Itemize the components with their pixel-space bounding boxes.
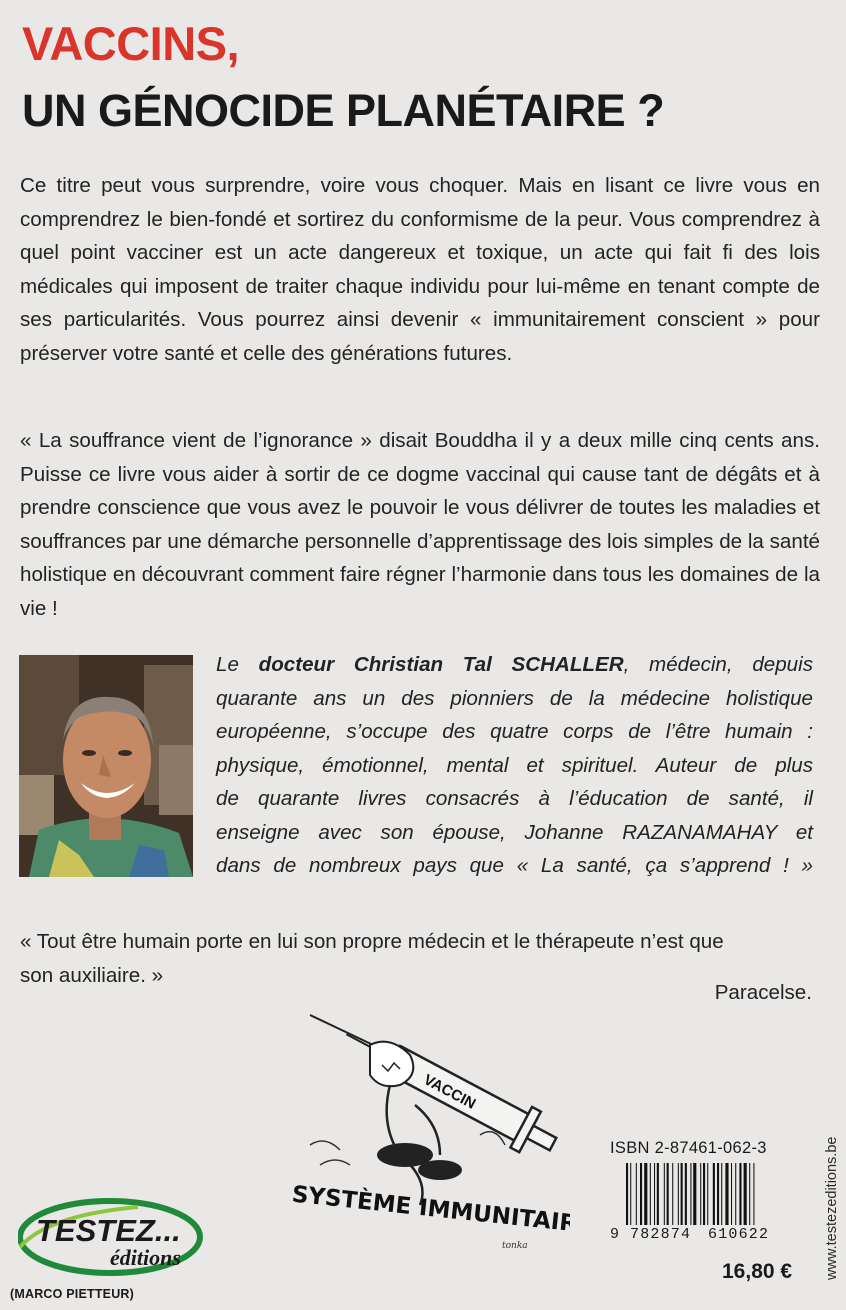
barcode-icon [626,1163,791,1225]
title-line-2: UN GÉNOCIDE PLANÉTAIRE ? [22,85,665,136]
bio-line-4: physique, émotionnel, mental et spirituel. Auteur de plus [216,753,813,777]
bio-line-6: enseigne avec son épouse, Johanne RAZANAMAHAY et [216,820,813,844]
logo-sub-text: éditions [110,1245,181,1270]
barcode-bar [753,1163,754,1225]
barcode-bar [690,1163,691,1225]
barcode-bar [703,1163,705,1225]
barcode-bar [654,1163,655,1225]
summary-paragraph-1: Ce titre peut vous surprendre, voire vous choquer. Mais en lisant ce livre vous en comprendrez le bien-fondé et sortirez du conformisme de la peur. Vous comprendrez à quel point vacciner est un acte dangereux et toxique, un acte qui fait fi des lois médicales qui imposent de traiter chaque individu pour lui-même en tenant compte de ses particularités. Vous pourrez ainsi devenir « immunitairement conscient » pour préserver votre santé et celle des générations futures. [20,174,820,365]
barcode-bar [713,1163,715,1225]
syringe-cartoon-icon [270,1005,570,1255]
barcode-bar [626,1163,628,1225]
barcode-bar [678,1163,679,1225]
barcode-digits-right: 610622 [708,1226,770,1243]
testez-logo-icon [18,1195,208,1290]
paracelse-quote [20,925,820,993]
quote-line-1: « Tout être humain porte en lui son propre médecin et le thérapeute n’est que [20,930,724,953]
barcode-bar [721,1163,722,1225]
barcode-bar [700,1163,701,1225]
barcode-bar [630,1163,631,1225]
barcode-bar [644,1163,647,1225]
barcode-bar [717,1163,719,1225]
bio-line-1-rest: , médecin, depuis [623,653,814,676]
barcode-bar [640,1163,642,1225]
bio-line-2: quarante ans un des pionniers de la médecine holistique [216,686,813,710]
price: 16,80 € [722,1260,793,1283]
barcode-bar [636,1163,637,1225]
barcode-bar [685,1163,687,1225]
barcode-bar [657,1163,659,1225]
publisher-website: www.testezeditions.be [824,1136,840,1280]
isbn-text: ISBN 2-87461-062-3 [610,1139,767,1157]
bio-line-5: de quarante livres consacrés à l’éducation de santé, il [216,787,813,810]
author-photo [19,655,193,877]
barcode-digit-first: 9 [610,1226,621,1243]
barcode-bar [731,1163,732,1225]
vaccine-cartoon [270,1005,570,1255]
title-line-1: VACCINS, [22,17,240,70]
barcode-bar [650,1163,651,1225]
barcode-bar [667,1163,669,1225]
summary-paragraph-2: « La souffrance vient de l’ignorance » disait Bouddha il y a deux mille cinq cents ans. Puisse ce livre vous aider à sortir de ce dogme vaccinal qui cause tant de dégâts et à prendre conscience que vous avez le pouvoir le vous délivrer de toutes les maladies et souffrances par une démarche personnelle d’apprentissage des lois simples de la santé holistique en découvrant comment faire régner l’harmonie dans tous les domaines de la vie ! [20,429,820,620]
quote-author: Paracelse. [714,981,812,1004]
publisher-logo [18,1195,208,1290]
barcode-digits-left: 782874 [630,1226,692,1243]
barcode-bar [672,1163,673,1225]
barcode-bar [744,1163,747,1225]
author-bio [216,648,813,883]
barcode-bar [693,1163,696,1225]
publisher-name: (MARCO PIETTEUR) [10,1287,135,1301]
bio-line-1 [216,648,813,682]
bio-line-3: européenne, s’occupe des quatre corps de l’être humain : [216,720,813,743]
barcode-bar [739,1163,741,1225]
barcode-bar [725,1163,728,1225]
logo-main-text: TESTEZ... [36,1213,181,1248]
barcode-bar [664,1163,665,1225]
author-portrait-icon [19,655,193,877]
barcode-bar [749,1163,750,1225]
barcode-bar [681,1163,683,1225]
barcode [626,1163,791,1225]
bio-prefix: Le [216,653,259,676]
barcode-bar [735,1163,736,1225]
syringe-label: VACCIN [420,1071,479,1113]
cartoon-signature: tonka [502,1241,528,1251]
author-name: docteur Christian Tal SCHALLER [258,653,624,676]
quote-line-2: son auxiliaire. » [20,964,164,987]
barcode-bar [707,1163,708,1225]
cartoon-caption: SYSTÈME IMMUNITAIRE [290,1181,570,1240]
bio-line-7: dans de nombreux pays que « La santé, ça s’apprend ! » [216,854,813,877]
